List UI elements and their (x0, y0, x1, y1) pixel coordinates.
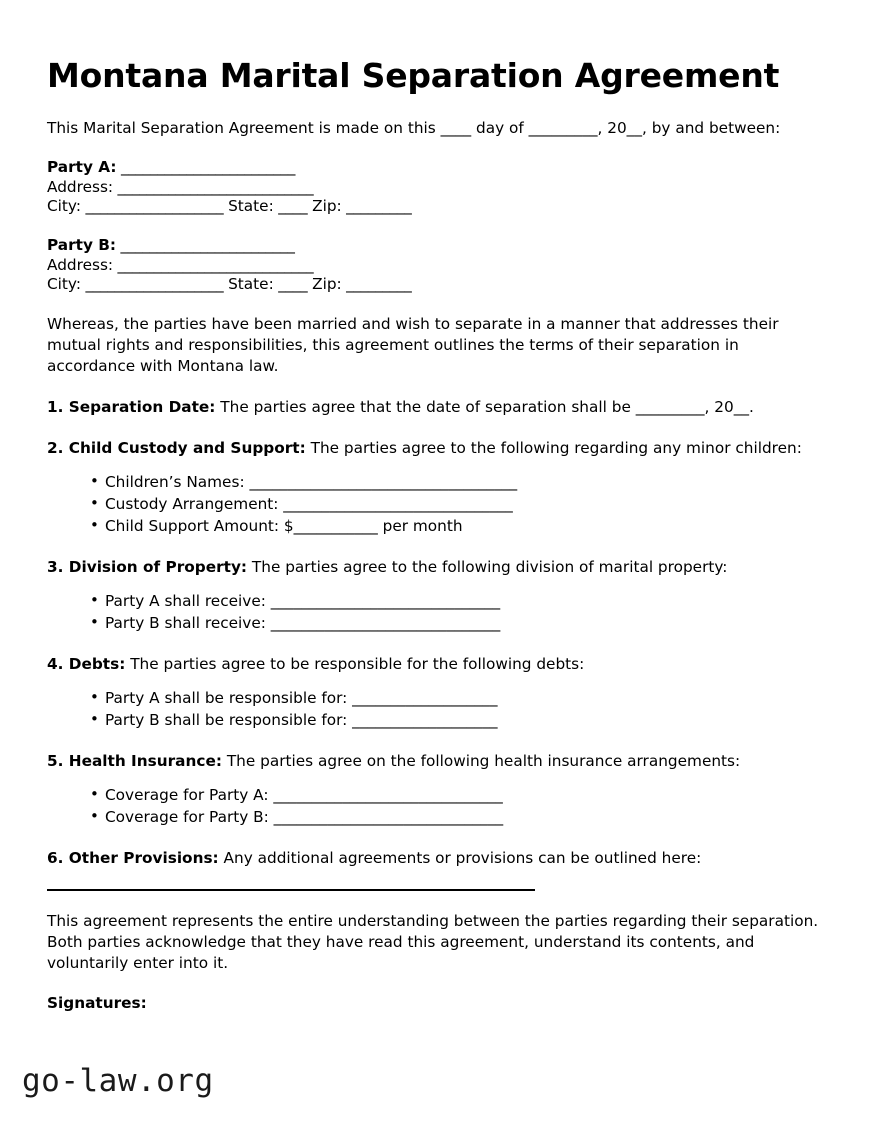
section-2 (47, 438, 822, 537)
party-b-name-blank[interactable]: ________________________ (116, 236, 295, 255)
section-4-bullet-list (47, 687, 822, 731)
party-a-city-blank[interactable]: ___________________ (81, 197, 224, 216)
section-5 (47, 751, 822, 828)
section-6 (47, 848, 822, 869)
party-b-name-line (47, 236, 822, 256)
section-3-body: The parties agree to the following division of marital property: (247, 557, 728, 576)
party-a-label: Party A: (47, 158, 117, 177)
section-2-body: The parties agree to the following regarding any minor children: (305, 438, 802, 457)
section-3 (47, 557, 822, 634)
section-1 (47, 397, 822, 418)
section-5-body: The parties agree on the following health insurance arrangements: (221, 751, 741, 770)
party-b-address-blank[interactable]: ___________________________ (113, 255, 314, 274)
list-item[interactable]: • Custody Arrangement: ______________________________ (90, 493, 822, 515)
section-1-title: 1. Separation Date: (47, 397, 216, 416)
document-body (47, 0, 822, 1014)
party-b-zip-blank[interactable]: _________ (341, 275, 412, 294)
list-item[interactable]: • Party A shall receive: ______________________________ (90, 590, 822, 612)
party-a-address-blank[interactable]: ___________________________ (113, 177, 314, 196)
whereas-paragraph: Whereas, the parties have been married and wish to separate in a manner that addresses their mutual rights and responsibilities, this agreement outlines the terms of their separation in accordance with Montana law. (47, 314, 779, 375)
party-b-address-label: Address: (47, 255, 114, 274)
party-a-address-label: Address: (47, 177, 114, 196)
page-title: Montana Marital Separation Agreement (47, 56, 780, 95)
section-2-bullet-list (47, 471, 822, 537)
party-a-name-blank[interactable]: ________________________ (116, 158, 295, 177)
party-a-zip-blank[interactable]: _________ (341, 197, 412, 216)
list-item[interactable]: • Children’s Names: ___________________________________ (90, 471, 822, 493)
list-item[interactable]: • Coverage for Party A: ______________________________ (90, 784, 822, 806)
list-item[interactable]: • Party B shall receive: ______________________________ (90, 612, 822, 634)
list-item[interactable]: • Party A shall be responsible for: ___________________ (90, 687, 822, 709)
site-watermark: go-law.org (22, 1063, 214, 1099)
list-item[interactable]: • Party B shall be responsible for: ___________________ (90, 709, 822, 731)
party-b-state-blank[interactable]: ____ (273, 275, 308, 294)
section-4-title: 4. Debts: (47, 654, 126, 673)
signatures-heading: Signatures: (47, 993, 147, 1012)
party-a-city-state-zip-line (47, 197, 822, 217)
list-item[interactable]: • Coverage for Party B: ______________________________ (90, 806, 822, 828)
party-a-state-label: State: (228, 197, 274, 216)
party-a-address-line (47, 178, 822, 198)
closing-paragraph: This agreement represents the entire understanding between the parties regarding their separation. Both parties acknowledge that they have read this agreement, understand its contents, and voluntarily enter into it. (47, 911, 819, 972)
intro-paragraph: This Marital Separation Agreement is made on this ____ day of _________, 20__, by and between: (47, 119, 781, 138)
party-b-label: Party B: (47, 236, 117, 255)
section-5-title: 5. Health Insurance: (47, 751, 222, 770)
party-b-zip-label: Zip: (312, 275, 342, 294)
party-a-block (47, 158, 822, 217)
section-6-body: Any additional agreements or provisions can be outlined here: (218, 848, 702, 867)
party-a-city-label: City: (47, 197, 82, 216)
section-4 (47, 654, 822, 731)
party-b-address-line (47, 256, 822, 276)
section-2-title: 2. Child Custody and Support: (47, 438, 306, 457)
list-item[interactable]: • Child Support Amount: $___________ per month (90, 515, 822, 537)
section-6-title: 6. Other Provisions: (47, 848, 219, 867)
section-3-bullet-list (47, 590, 822, 634)
section-3-title: 3. Division of Property: (47, 557, 248, 576)
section-1-body: The parties agree that the date of separation shall be _________, 20__. (215, 397, 754, 416)
party-b-block (47, 236, 822, 295)
other-provisions-write-in-line[interactable] (47, 889, 535, 891)
party-b-city-state-zip-line (47, 275, 822, 295)
party-a-state-blank[interactable]: ____ (273, 197, 308, 216)
party-a-zip-label: Zip: (312, 197, 342, 216)
party-b-state-label: State: (228, 275, 274, 294)
section-4-body: The parties agree to be responsible for the following debts: (125, 654, 585, 673)
party-b-city-label: City: (47, 275, 82, 294)
section-5-bullet-list (47, 784, 822, 828)
party-b-city-blank[interactable]: ___________________ (81, 275, 224, 294)
party-a-name-line (47, 158, 822, 178)
